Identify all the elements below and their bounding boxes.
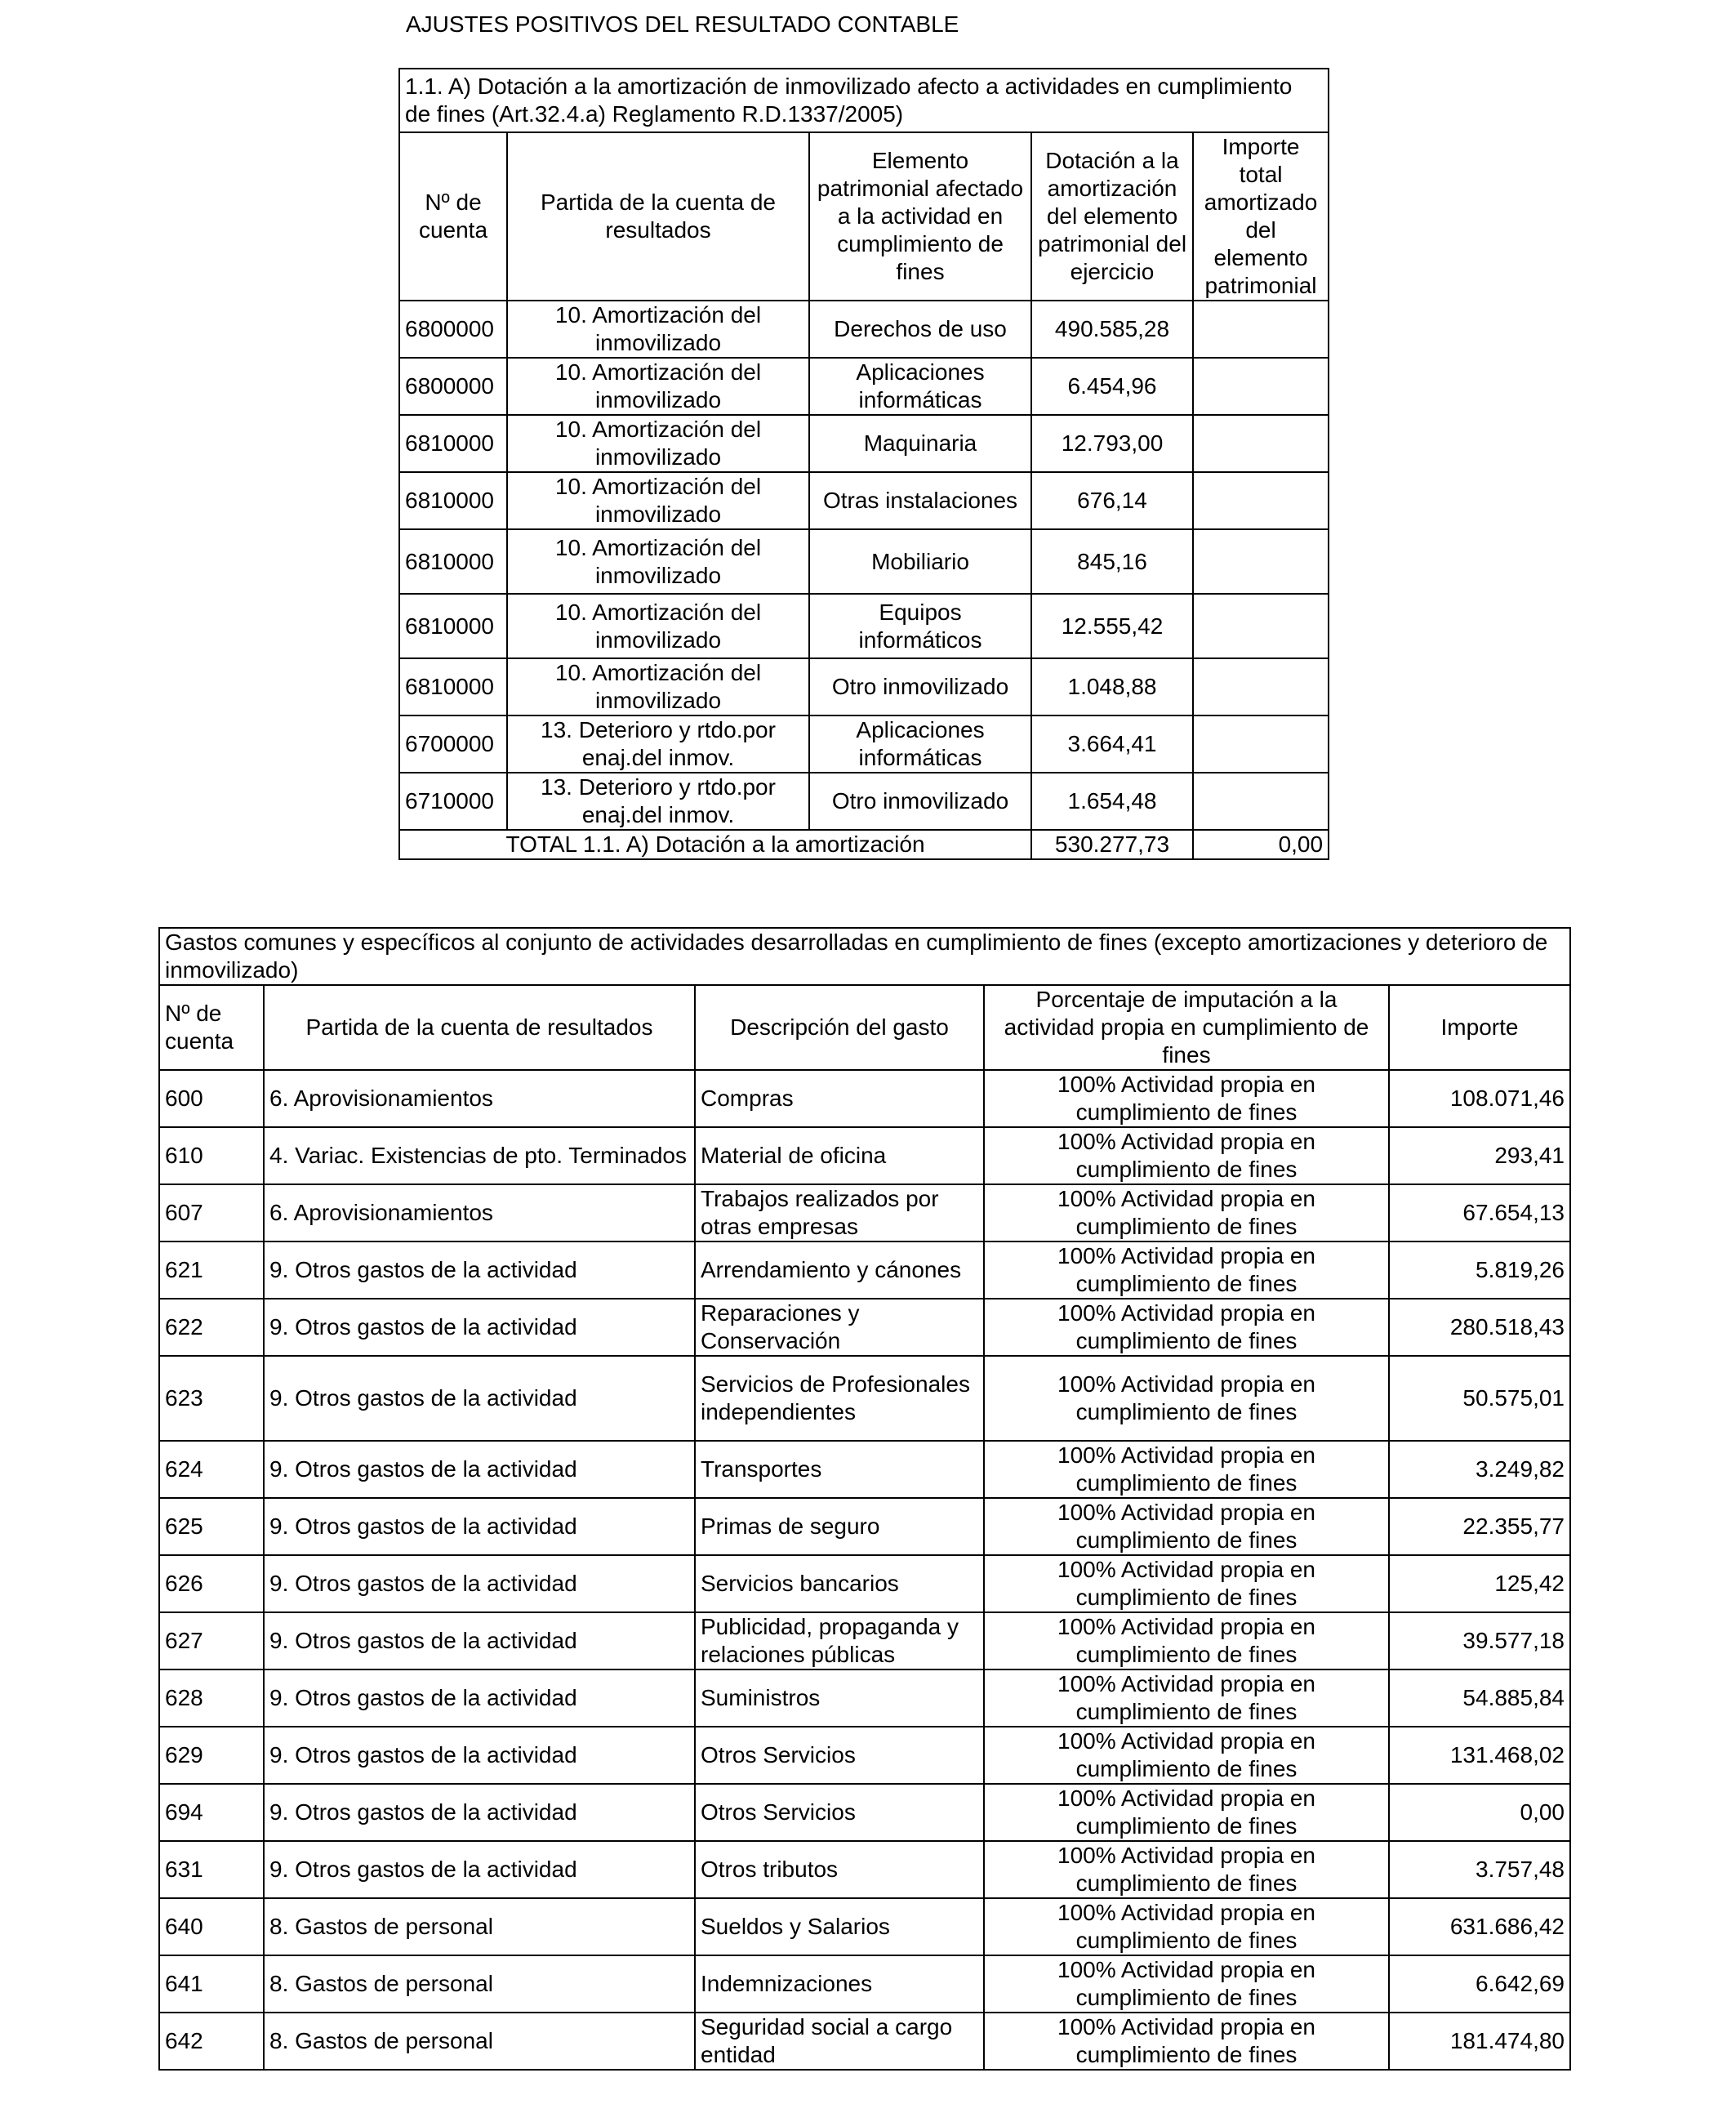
importe-cell — [1193, 773, 1329, 830]
cuenta-cell: 600 — [159, 1070, 264, 1127]
amortization-table-body — [399, 69, 1329, 859]
descripcion-cell: Sueldos y Salarios — [695, 1898, 984, 1955]
table-row — [159, 1441, 1570, 1498]
descripcion-cell: Trabajos realizados por otras empresas — [695, 1184, 984, 1241]
cuenta-cell: 6810000 — [399, 415, 507, 472]
table-row — [399, 529, 1329, 594]
importe-cell — [1193, 594, 1329, 658]
porcentaje-cell: 100% Actividad propia en cumplimiento de fines — [984, 1184, 1389, 1241]
header-partida: Partida de la cuenta de resultados — [264, 985, 695, 1070]
partida-cell: 10. Amortización del inmovilizado — [507, 358, 809, 415]
partida-cell: 8. Gastos de personal — [264, 1955, 695, 2013]
importe-cell — [1193, 301, 1329, 358]
importe-cell: 5.819,26 — [1389, 1241, 1570, 1299]
cuenta-cell: 621 — [159, 1241, 264, 1299]
importe-cell: 22.355,77 — [1389, 1498, 1570, 1555]
descripcion-cell: Publicidad, propaganda y relaciones públicas — [695, 1612, 984, 1669]
cuenta-cell: 6700000 — [399, 715, 507, 773]
cuenta-cell: 6710000 — [399, 773, 507, 830]
porcentaje-cell: 100% Actividad propia en cumplimiento de fines — [984, 1441, 1389, 1498]
partida-cell: 9. Otros gastos de la actividad — [264, 1356, 695, 1441]
partida-cell: 8. Gastos de personal — [264, 2013, 695, 2070]
descripcion-cell: Suministros — [695, 1669, 984, 1727]
partida-cell: 13. Deterioro y rtdo.por enaj.del inmov. — [507, 715, 809, 773]
cuenta-cell: 623 — [159, 1356, 264, 1441]
elemento-cell: Aplicaciones informáticas — [809, 715, 1031, 773]
importe-cell: 67.654,13 — [1389, 1184, 1570, 1241]
importe-cell: 39.577,18 — [1389, 1612, 1570, 1669]
descripcion-cell: Material de oficina — [695, 1127, 984, 1184]
partida-cell: 10. Amortización del inmovilizado — [507, 658, 809, 715]
importe-cell: 54.885,84 — [1389, 1669, 1570, 1727]
cuenta-cell: 640 — [159, 1898, 264, 1955]
table-row — [159, 1127, 1570, 1184]
page-heading: AJUSTES POSITIVOS DEL RESULTADO CONTABLE — [406, 11, 959, 37]
cuenta-cell: 6800000 — [399, 358, 507, 415]
elemento-cell: Maquinaria — [809, 415, 1031, 472]
cuenta-cell: 628 — [159, 1669, 264, 1727]
header-cuenta: Nº de cuenta — [159, 985, 264, 1070]
elemento-cell: Derechos de uso — [809, 301, 1031, 358]
cuenta-cell: 607 — [159, 1184, 264, 1241]
table-row — [399, 715, 1329, 773]
importe-cell: 280.518,43 — [1389, 1299, 1570, 1356]
dotacion-cell: 1.048,88 — [1031, 658, 1193, 715]
importe-cell: 3.757,48 — [1389, 1841, 1570, 1898]
table-header-row — [399, 132, 1329, 301]
elemento-cell: Otro inmovilizado — [809, 773, 1031, 830]
amortization-table-title: 1.1. A) Dotación a la amortización de inmovilizado afecto a actividades en cumplimiento de fines (Art.32.4.a) Reglamento R.D.1337/2005) — [399, 69, 1329, 132]
header-importe: Importe — [1389, 985, 1570, 1070]
descripcion-cell: Otros Servicios — [695, 1727, 984, 1784]
importe-cell: 131.468,02 — [1389, 1727, 1570, 1784]
partida-cell: 9. Otros gastos de la actividad — [264, 1441, 695, 1498]
partida-cell: 10. Amortización del inmovilizado — [507, 529, 809, 594]
expenses-table-body — [159, 928, 1570, 2070]
expenses-table — [158, 927, 1571, 2071]
descripcion-cell: Otros tributos — [695, 1841, 984, 1898]
table-row — [159, 1299, 1570, 1356]
cuenta-cell: 610 — [159, 1127, 264, 1184]
expenses-table-title: Gastos comunes y específicos al conjunto de actividades desarrolladas en cumplimiento de fines (excepto amortizaciones y deterioro de inmovilizado) — [159, 928, 1570, 985]
table-title-row — [159, 928, 1570, 985]
descripcion-cell: Otros Servicios — [695, 1784, 984, 1841]
cuenta-cell: 641 — [159, 1955, 264, 2013]
importe-cell — [1193, 415, 1329, 472]
table-row — [159, 1784, 1570, 1841]
partida-cell: 6. Aprovisionamientos — [264, 1184, 695, 1241]
table-row — [399, 301, 1329, 358]
descripcion-cell: Primas de seguro — [695, 1498, 984, 1555]
cuenta-cell: 6810000 — [399, 472, 507, 529]
porcentaje-cell: 100% Actividad propia en cumplimiento de fines — [984, 1127, 1389, 1184]
partida-cell: 10. Amortización del inmovilizado — [507, 472, 809, 529]
table-row — [399, 472, 1329, 529]
dotacion-cell: 1.654,48 — [1031, 773, 1193, 830]
total-dotacion: 530.277,73 — [1031, 830, 1193, 859]
table-row — [159, 1356, 1570, 1441]
table-row — [159, 1727, 1570, 1784]
porcentaje-cell: 100% Actividad propia en cumplimiento de fines — [984, 1841, 1389, 1898]
header-porcentaje: Porcentaje de imputación a la actividad propia en cumplimiento de fines — [984, 985, 1389, 1070]
table-row — [159, 1955, 1570, 2013]
porcentaje-cell: 100% Actividad propia en cumplimiento de fines — [984, 1898, 1389, 1955]
cuenta-cell: 6810000 — [399, 658, 507, 715]
partida-cell: 8. Gastos de personal — [264, 1898, 695, 1955]
porcentaje-cell: 100% Actividad propia en cumplimiento de fines — [984, 1356, 1389, 1441]
descripcion-cell: Arrendamiento y cánones — [695, 1241, 984, 1299]
importe-cell: 108.071,46 — [1389, 1070, 1570, 1127]
importe-cell: 50.575,01 — [1389, 1356, 1570, 1441]
cuenta-cell: 642 — [159, 2013, 264, 2070]
descripcion-cell: Compras — [695, 1070, 984, 1127]
total-label: TOTAL 1.1. A) Dotación a la amortización — [399, 830, 1031, 859]
partida-cell: 4. Variac. Existencias de pto. Terminados — [264, 1127, 695, 1184]
elemento-cell: Otras instalaciones — [809, 472, 1031, 529]
dotacion-cell: 6.454,96 — [1031, 358, 1193, 415]
table-row — [159, 1898, 1570, 1955]
header-descripcion: Descripción del gasto — [695, 985, 984, 1070]
descripcion-cell: Transportes — [695, 1441, 984, 1498]
partida-cell: 9. Otros gastos de la actividad — [264, 1241, 695, 1299]
descripcion-cell: Seguridad social a cargo entidad — [695, 2013, 984, 2070]
cuenta-cell: 6810000 — [399, 529, 507, 594]
porcentaje-cell: 100% Actividad propia en cumplimiento de fines — [984, 2013, 1389, 2070]
importe-cell — [1193, 472, 1329, 529]
partida-cell: 9. Otros gastos de la actividad — [264, 1299, 695, 1356]
importe-cell — [1193, 358, 1329, 415]
importe-cell — [1193, 715, 1329, 773]
cuenta-cell: 694 — [159, 1784, 264, 1841]
header-importe-total: Importe total amortizado del elemento patrimonial — [1193, 132, 1329, 301]
partida-cell: 9. Otros gastos de la actividad — [264, 1498, 695, 1555]
dotacion-cell: 490.585,28 — [1031, 301, 1193, 358]
importe-cell: 293,41 — [1389, 1127, 1570, 1184]
table-header-row — [159, 985, 1570, 1070]
dotacion-cell: 845,16 — [1031, 529, 1193, 594]
partida-cell: 10. Amortización del inmovilizado — [507, 594, 809, 658]
importe-cell: 631.686,42 — [1389, 1898, 1570, 1955]
cuenta-cell: 6800000 — [399, 301, 507, 358]
header-cuenta: Nº de cuenta — [399, 132, 507, 301]
importe-cell — [1193, 529, 1329, 594]
table-row — [399, 415, 1329, 472]
cuenta-cell: 624 — [159, 1441, 264, 1498]
cuenta-cell: 629 — [159, 1727, 264, 1784]
porcentaje-cell: 100% Actividad propia en cumplimiento de fines — [984, 1784, 1389, 1841]
partida-cell: 13. Deterioro y rtdo.por enaj.del inmov. — [507, 773, 809, 830]
cuenta-cell: 626 — [159, 1555, 264, 1612]
elemento-cell: Mobiliario — [809, 529, 1031, 594]
total-importe: 0,00 — [1193, 830, 1329, 859]
elemento-cell: Equipos informáticos — [809, 594, 1031, 658]
porcentaje-cell: 100% Actividad propia en cumplimiento de fines — [984, 1612, 1389, 1669]
descripcion-cell: Reparaciones y Conservación — [695, 1299, 984, 1356]
dotacion-cell: 12.793,00 — [1031, 415, 1193, 472]
table-title-row — [399, 69, 1329, 132]
cuenta-cell: 622 — [159, 1299, 264, 1356]
porcentaje-cell: 100% Actividad propia en cumplimiento de fines — [984, 1669, 1389, 1727]
partida-cell: 9. Otros gastos de la actividad — [264, 1669, 695, 1727]
table-row — [399, 773, 1329, 830]
header-dotacion: Dotación a la amortización del elemento patrimonial del ejercicio — [1031, 132, 1193, 301]
header-partida: Partida de la cuenta de resultados — [507, 132, 809, 301]
cuenta-cell: 631 — [159, 1841, 264, 1898]
partida-cell: 9. Otros gastos de la actividad — [264, 1555, 695, 1612]
importe-cell: 0,00 — [1389, 1784, 1570, 1841]
table-row — [399, 594, 1329, 658]
importe-cell: 125,42 — [1389, 1555, 1570, 1612]
table-row — [399, 658, 1329, 715]
porcentaje-cell: 100% Actividad propia en cumplimiento de fines — [984, 1727, 1389, 1784]
amortization-table — [398, 68, 1329, 860]
descripcion-cell: Indemnizaciones — [695, 1955, 984, 2013]
descripcion-cell: Servicios de Profesionales independientes — [695, 1356, 984, 1441]
porcentaje-cell: 100% Actividad propia en cumplimiento de fines — [984, 1498, 1389, 1555]
porcentaje-cell: 100% Actividad propia en cumplimiento de fines — [984, 1955, 1389, 2013]
partida-cell: 9. Otros gastos de la actividad — [264, 1727, 695, 1784]
importe-cell — [1193, 658, 1329, 715]
header-elemento: Elemento patrimonial afectado a la actividad en cumplimiento de fines — [809, 132, 1031, 301]
table-row — [159, 1184, 1570, 1241]
partida-cell: 10. Amortización del inmovilizado — [507, 301, 809, 358]
porcentaje-cell: 100% Actividad propia en cumplimiento de fines — [984, 1299, 1389, 1356]
partida-cell: 9. Otros gastos de la actividad — [264, 1784, 695, 1841]
partida-cell: 9. Otros gastos de la actividad — [264, 1612, 695, 1669]
cuenta-cell: 627 — [159, 1612, 264, 1669]
descripcion-cell: Servicios bancarios — [695, 1555, 984, 1612]
partida-cell: 9. Otros gastos de la actividad — [264, 1841, 695, 1898]
cuenta-cell: 6810000 — [399, 594, 507, 658]
porcentaje-cell: 100% Actividad propia en cumplimiento de fines — [984, 1241, 1389, 1299]
table-row — [159, 1241, 1570, 1299]
table-row — [159, 2013, 1570, 2070]
importe-cell: 3.249,82 — [1389, 1441, 1570, 1498]
partida-cell: 6. Aprovisionamientos — [264, 1070, 695, 1127]
importe-cell: 181.474,80 — [1389, 2013, 1570, 2070]
table-row — [159, 1669, 1570, 1727]
porcentaje-cell: 100% Actividad propia en cumplimiento de fines — [984, 1070, 1389, 1127]
cuenta-cell: 625 — [159, 1498, 264, 1555]
total-row — [399, 830, 1329, 859]
elemento-cell: Otro inmovilizado — [809, 658, 1031, 715]
porcentaje-cell: 100% Actividad propia en cumplimiento de fines — [984, 1555, 1389, 1612]
dotacion-cell: 12.555,42 — [1031, 594, 1193, 658]
table-row — [159, 1070, 1570, 1127]
elemento-cell: Aplicaciones informáticas — [809, 358, 1031, 415]
dotacion-cell: 3.664,41 — [1031, 715, 1193, 773]
partida-cell: 10. Amortización del inmovilizado — [507, 415, 809, 472]
table-row — [159, 1498, 1570, 1555]
table-row — [399, 358, 1329, 415]
importe-cell: 6.642,69 — [1389, 1955, 1570, 2013]
dotacion-cell: 676,14 — [1031, 472, 1193, 529]
table-row — [159, 1555, 1570, 1612]
table-row — [159, 1841, 1570, 1898]
table-row — [159, 1612, 1570, 1669]
